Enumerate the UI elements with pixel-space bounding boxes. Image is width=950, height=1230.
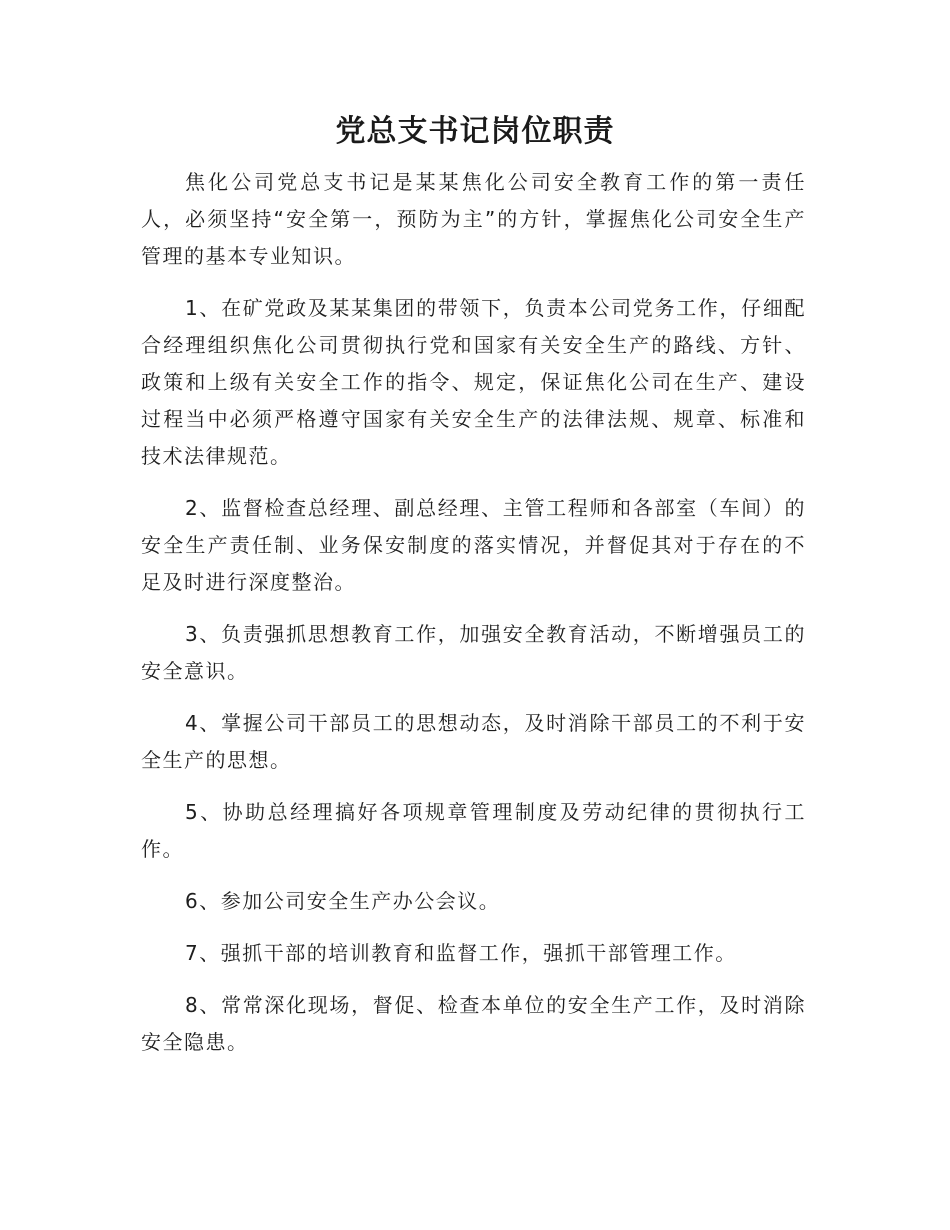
duty-item-5: 5、协助总经理搞好各项规章管理制度及劳动纪律的贯彻执行工作。	[141, 800, 806, 861]
duty-item-8: 8、常常深化现场，督促、检查本单位的安全生产工作，及时消除安全隐患。	[141, 993, 806, 1054]
duty-item-2: 2、监督检查总经理、副总经理、主管工程师和各部室（车间）的安全生产责任制、业务保安制度的落实情况，并督促其对于存在的不足及时进行深度整治。	[141, 496, 806, 594]
duty-item-4: 4、掌握公司干部员工的思想动态，及时消除干部员工的不利于安全生产的思想。	[141, 711, 806, 772]
duty-item-1: 1、在矿党政及某某集团的带领下，负责本公司党务工作，仔细配合经理组织焦化公司贯彻执行党和国家有关安全生产的路线、方针、政策和上级有关安全工作的指令、规定，保证焦化公司在生产、建设过程当中必须严格遵守国家有关安全生产的法律法规、规章、标准和技术法律规范。	[141, 296, 806, 468]
duty-item-7: 7、强抓干部的培训教育和监督工作，强抓干部管理工作。	[185, 941, 737, 965]
document-title: 党总支书记岗位职责	[335, 114, 615, 149]
intro-paragraph: 焦化公司党总支书记是某某焦化公司安全教育工作的第一责任人，必须坚持“安全第一，预防为主”的方针，掌握焦化公司安全生产管理的基本专业知识。	[141, 170, 806, 268]
duty-item-3: 3、负责强抓思想教育工作，加强安全教育活动，不断增强员工的安全意识。	[141, 622, 806, 683]
duty-item-6: 6、参加公司安全生产办公会议。	[185, 889, 501, 913]
document-body	[141, 164, 806, 1076]
